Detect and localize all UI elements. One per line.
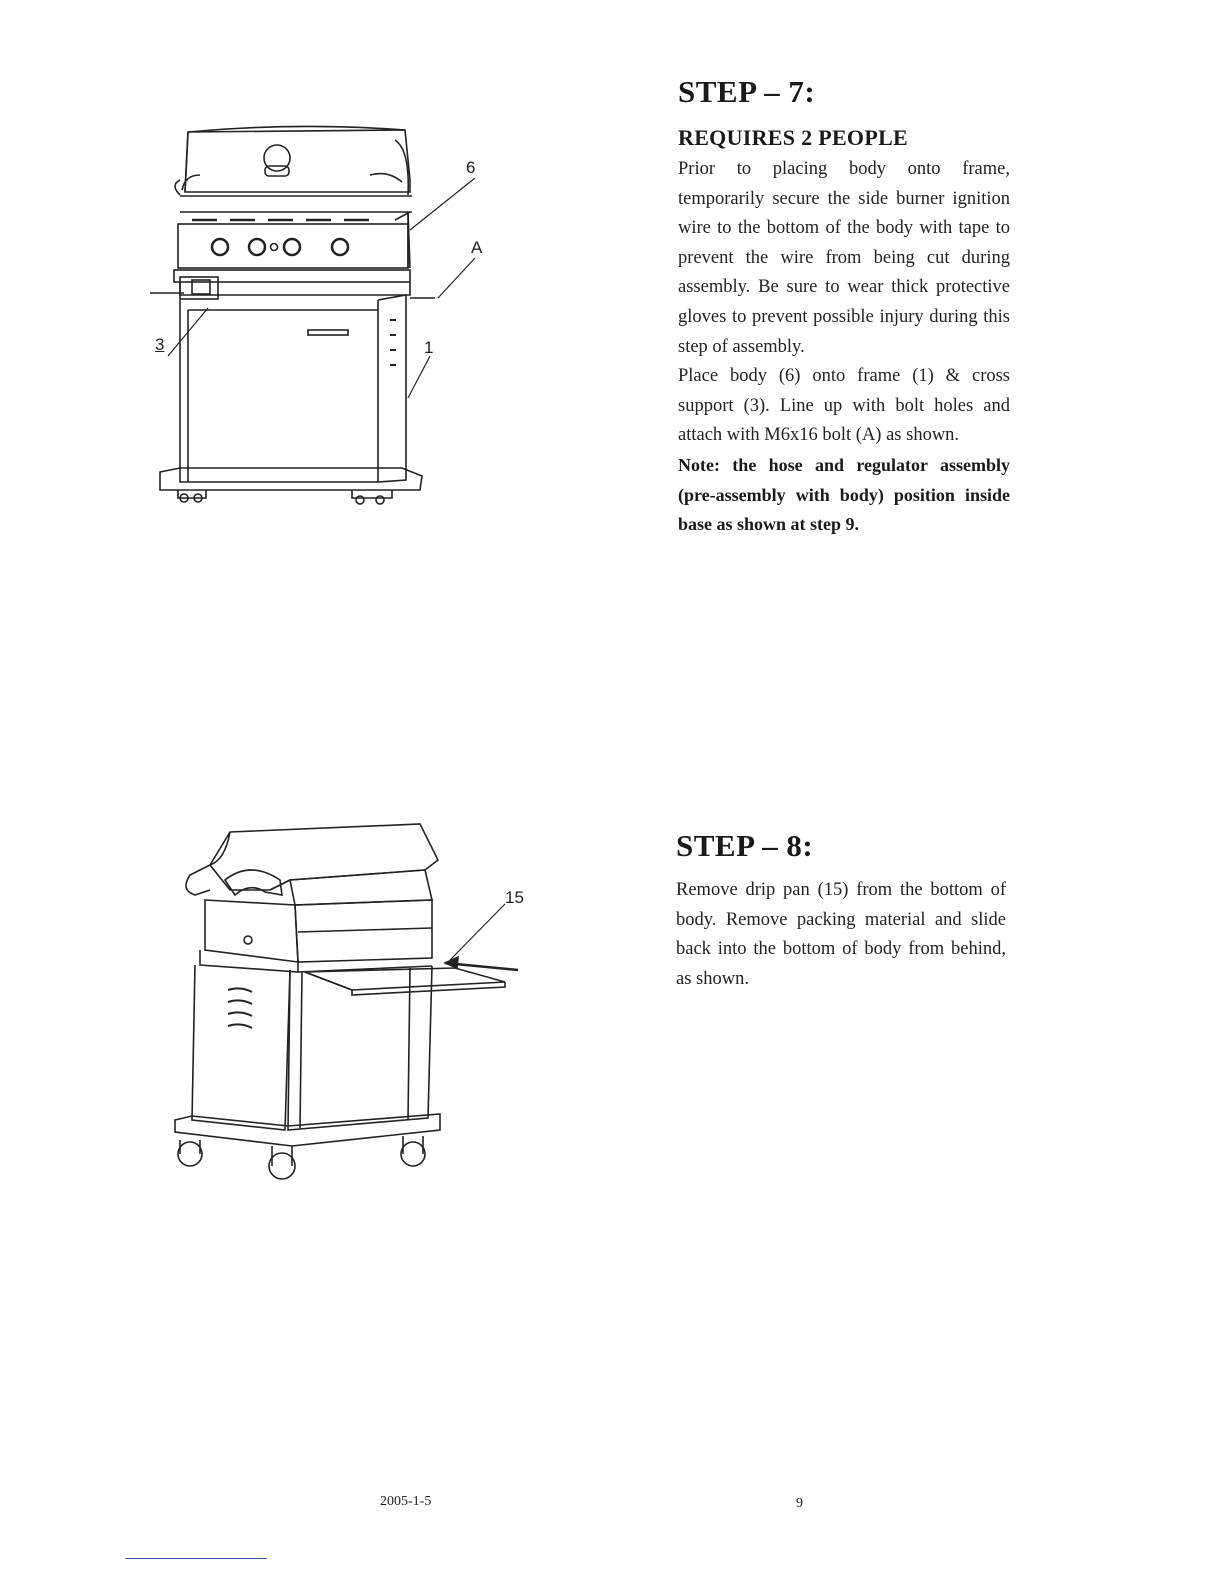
drip-pan [305,968,505,990]
step8-paragraph: Remove drip pan (15) from the bottom of body. Remove packing material and slide back into the bottom of body from behind, as shown. [676,880,1006,989]
grill-lid [210,824,438,890]
cabinet [180,300,378,482]
step8-grill-illustration [170,820,530,1190]
cabinet [192,965,290,1130]
grill-lid [185,130,410,192]
door-handle [308,330,348,335]
callout-15: 15 [505,888,524,907]
callout-a: A [471,238,483,257]
step8-heading: STEP – 8: [676,828,814,863]
page-number: 9 [796,1496,803,1511]
logo-badge [264,145,290,171]
step7-paragraph2: Place body (6) onto frame (1) & cross support (3). Line up with bolt holes and attach with M6x16 bolt (A) as shown. [678,366,1010,446]
step7-subheading: REQUIRES 2 PEOPLE [678,125,909,150]
callout-6: 6 [466,158,476,177]
callout-3: 3 [155,335,165,354]
step7-section [678,74,1010,540]
step7-grill-illustration [140,120,500,520]
knob [212,239,228,255]
base [175,1114,440,1146]
callout-1: 1 [424,338,434,357]
knob [284,239,300,255]
step7-heading: STEP – 7: [678,74,816,109]
knob [249,239,265,255]
step7-note: Note: the hose and regulator assembly (pre-assembly with body) position inside base as shown at step 9. [678,454,1010,535]
footer-date: 2005-1-5 [380,1494,432,1509]
base [160,468,422,490]
step7-paragraph1: Prior to placing body onto frame, temporarily secure the side burner ignition wire to the bottom of the body with tape to prevent the wire from being cut during assembly. Be sure to wear thick protective gloves to prevent possible injury during this step of assembly. [678,159,1010,357]
knob [332,239,348,255]
footer-rule [125,1558,267,1559]
step8-section [676,828,1006,994]
